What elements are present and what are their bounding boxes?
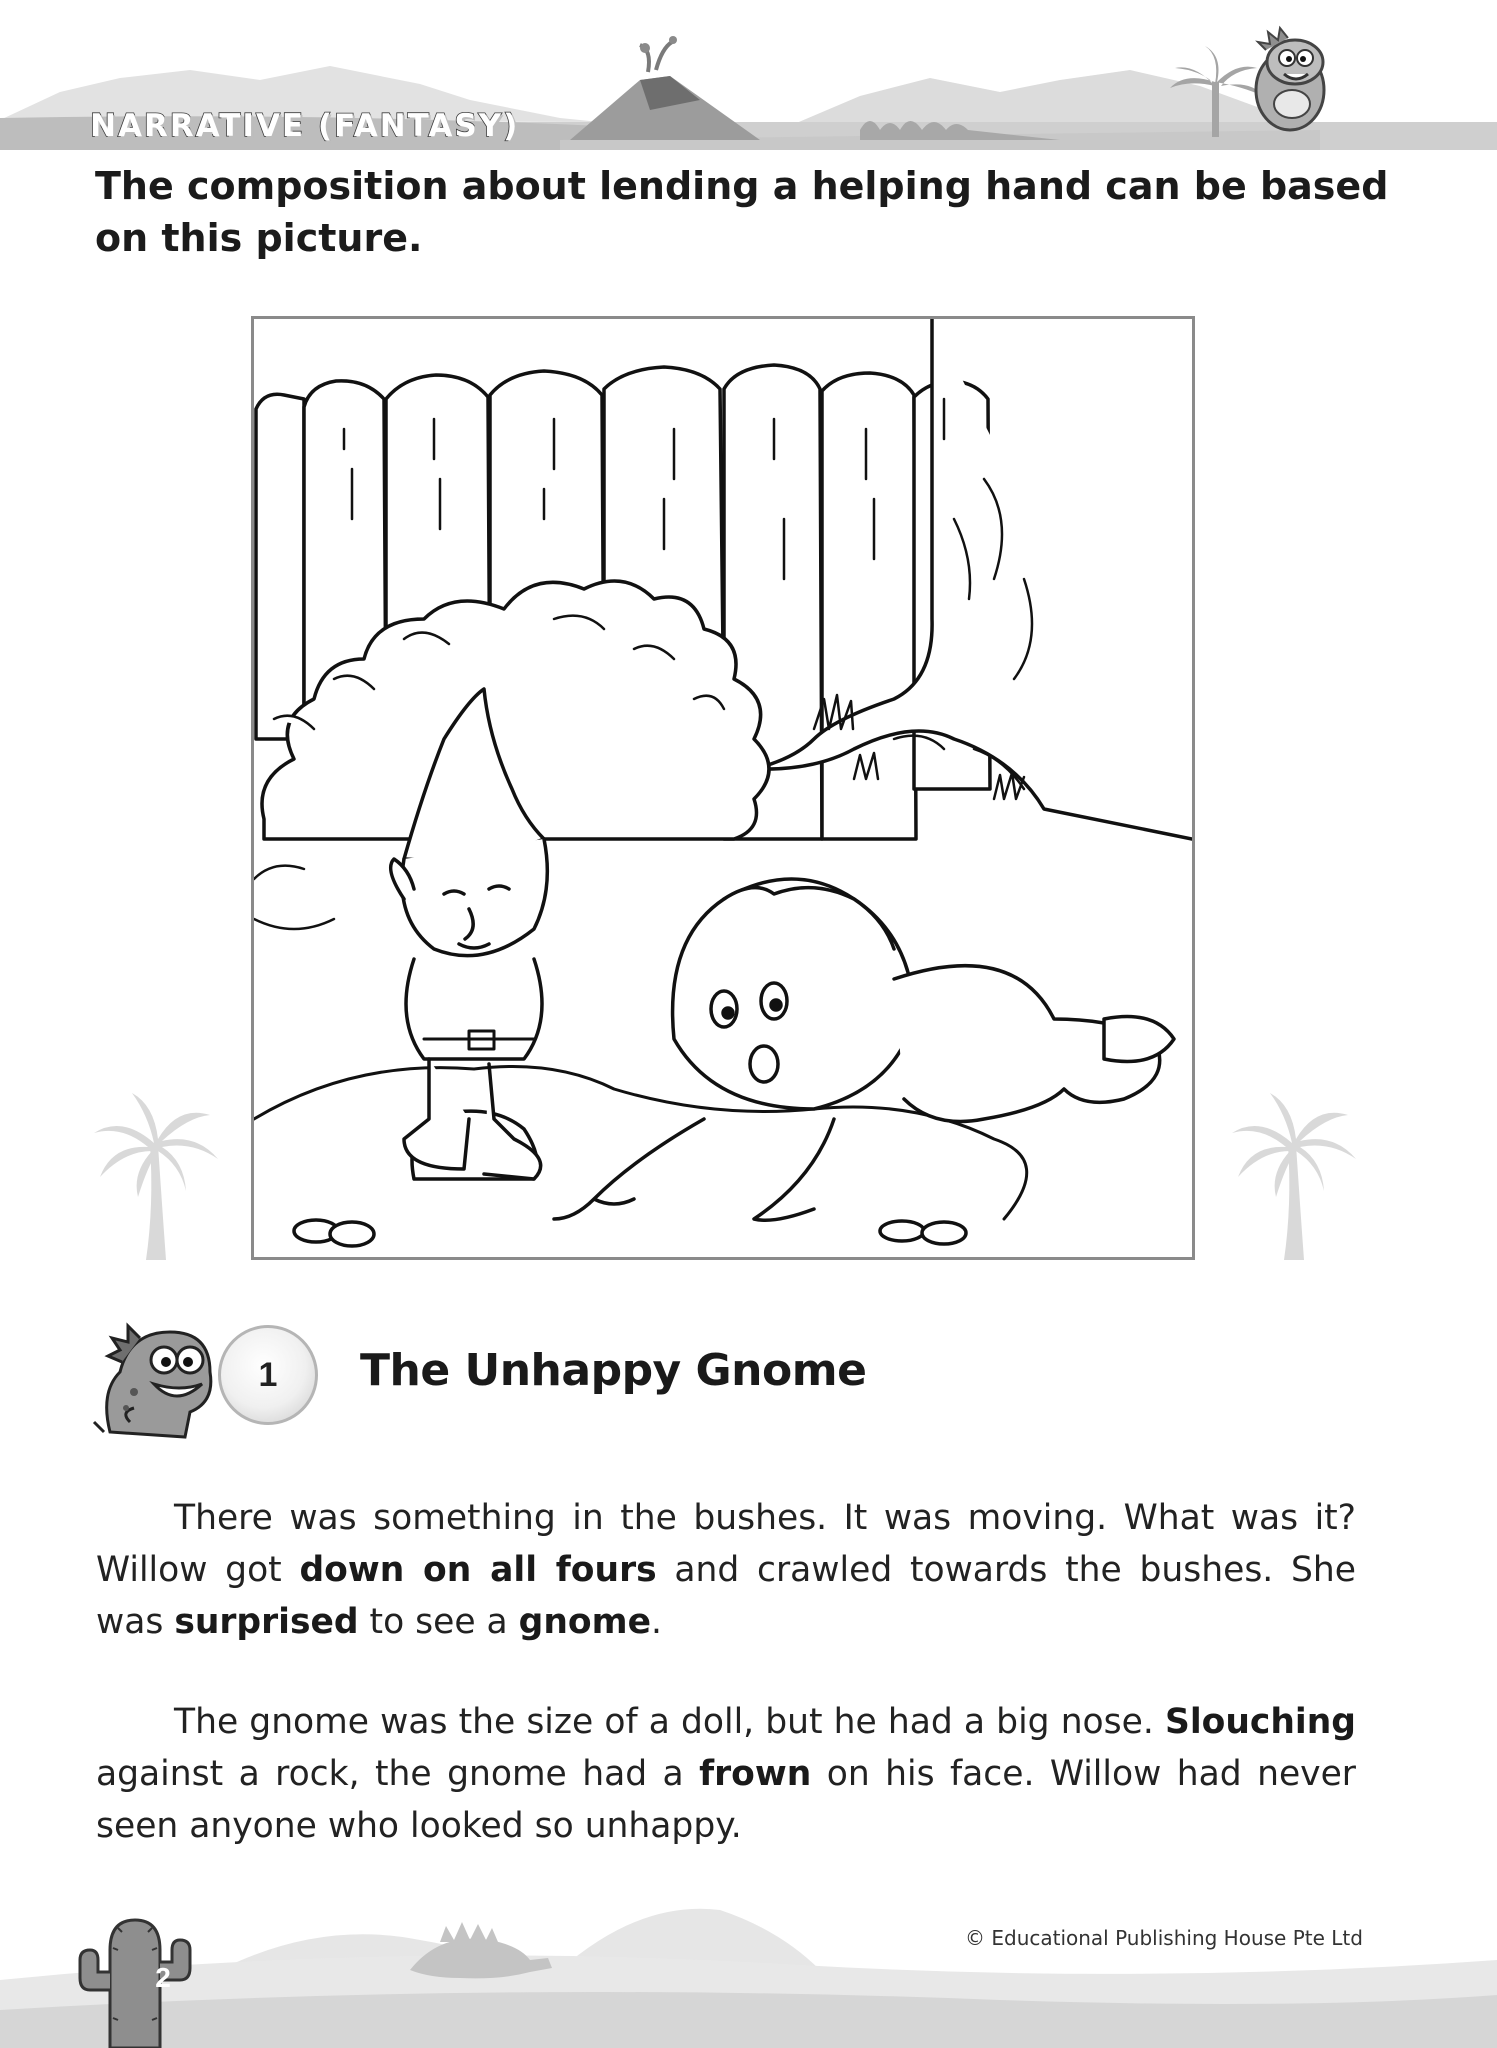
page-number: 2 — [155, 1962, 171, 1993]
text-span: The gnome was the size of a doll, but he had a big nose. — [174, 1702, 1165, 1742]
text-span: . — [650, 1602, 662, 1642]
section-label: NARRATIVE (FANTASY) — [90, 108, 520, 144]
text-span: against a rock, the gnome had a — [96, 1754, 700, 1794]
text-span: There was something in the bushes. It was moving. What was it? Willow got — [96, 1498, 1356, 1590]
palm-tree-left-icon — [92, 1085, 222, 1260]
illustration-gnome-and-girl — [254, 319, 1192, 1257]
footer-scenery — [0, 1860, 1497, 2048]
vocab-down-on-all-fours: down on all fours — [299, 1550, 657, 1590]
text-span: to see a — [358, 1602, 519, 1642]
story-paragraph-2 — [96, 1696, 1356, 1852]
vocab-slouching: Slouching — [1164, 1702, 1356, 1742]
rocks-icon — [294, 1220, 966, 1246]
chapter-number-badge: 1 — [218, 1325, 318, 1425]
dinosaur-mascot-icon — [1256, 28, 1324, 130]
chapter-title: The Unhappy Gnome — [360, 1345, 867, 1396]
volcano-icon — [570, 36, 760, 140]
palm-tree-right-icon — [1230, 1085, 1360, 1260]
vocab-gnome: gnome — [518, 1602, 651, 1642]
copyright-notice: © Educational Publishing House Pte Ltd — [965, 1926, 1363, 1950]
dinosaur-mascot-icon — [90, 1312, 225, 1442]
text-span: and crawled towards the bushes. She was — [96, 1550, 1356, 1642]
vocab-frown: frown — [699, 1754, 812, 1794]
intro-text: The composition about lending a helping hand can be based on this picture. — [95, 164, 1389, 260]
picture-frame — [251, 316, 1195, 1260]
text-span: on his face. Willow had never seen anyone who looked so unhappy. — [96, 1754, 1356, 1846]
story-paragraph-1 — [96, 1492, 1356, 1648]
vocab-surprised: surprised — [174, 1602, 359, 1642]
girl-icon — [554, 879, 1174, 1220]
